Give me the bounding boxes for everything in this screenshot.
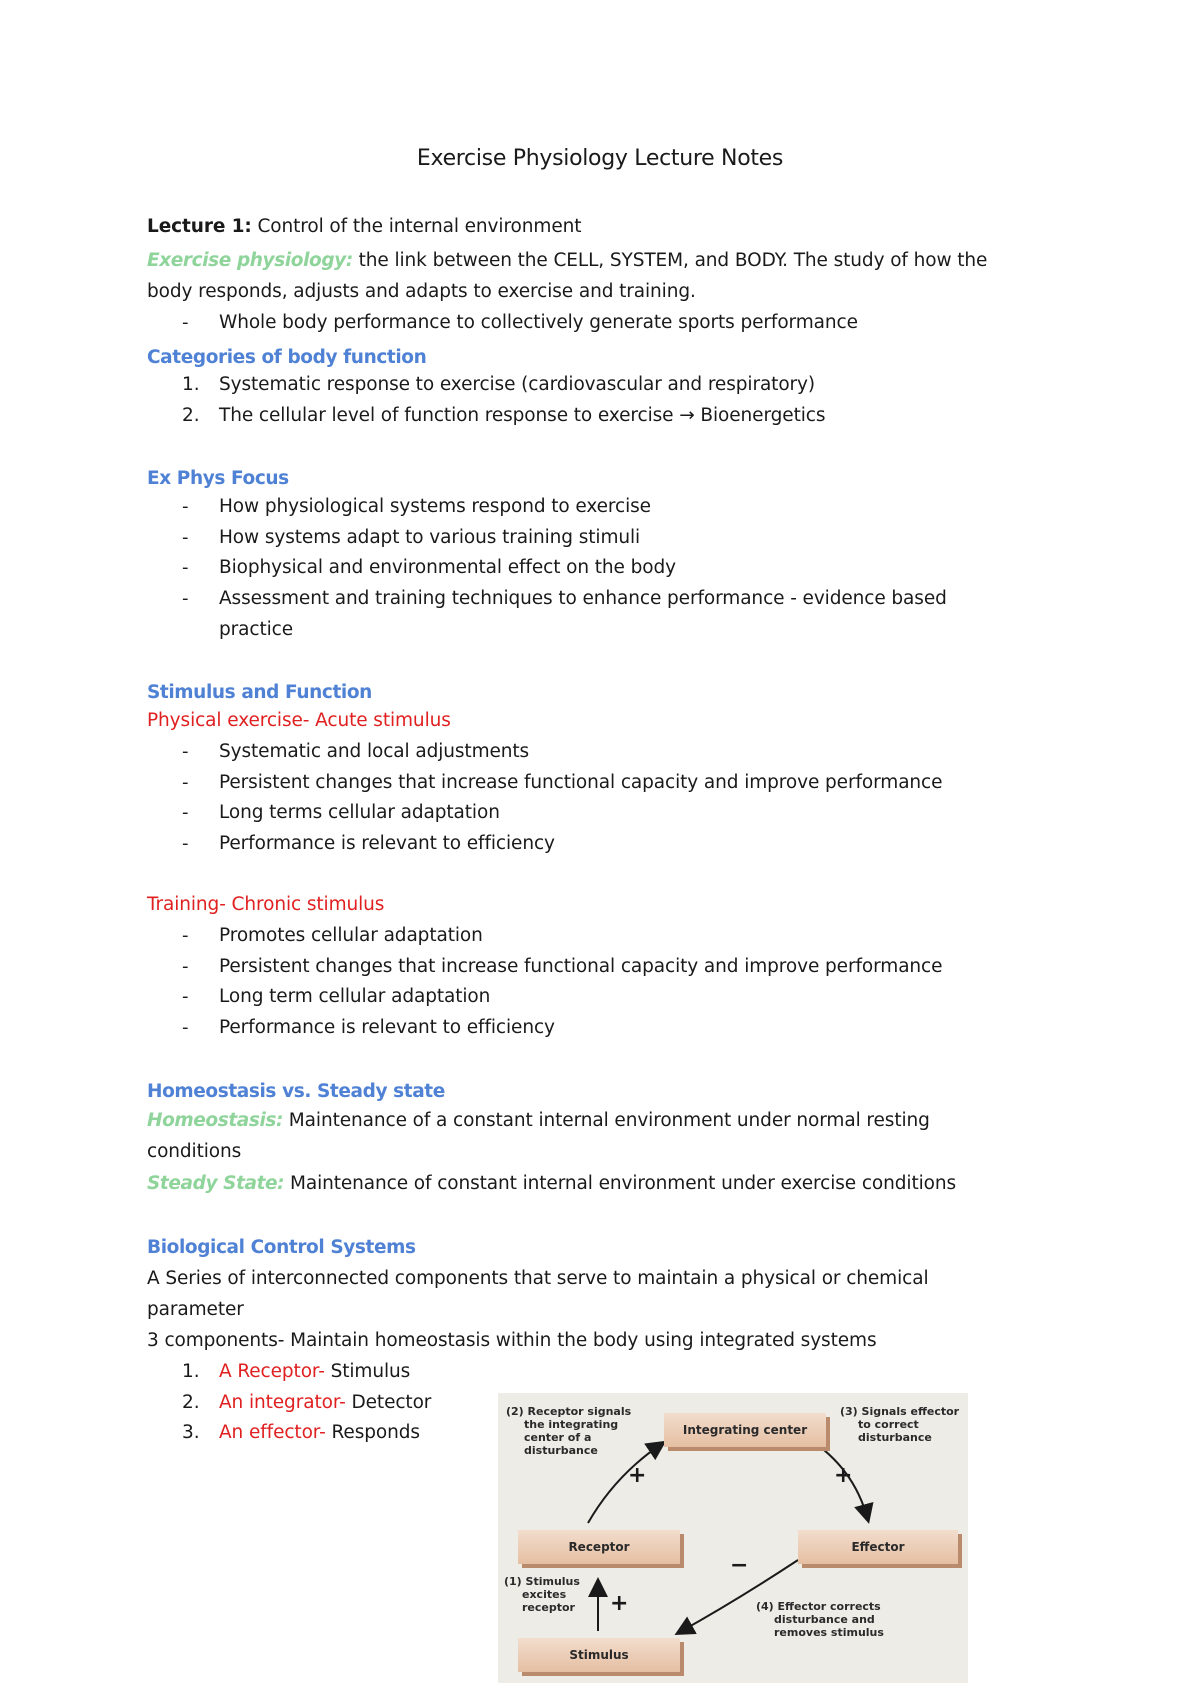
list-number: 2. [182,405,200,426]
list-number: 3. [182,1422,200,1443]
bullet-dash: - [182,741,189,762]
focus-item-continued: practice [219,619,294,640]
control-line2: parameter [147,1299,244,1320]
minus-sign: − [730,1553,749,1578]
document-title: Exercise Physiology Lecture Notes [416,146,784,171]
exphys-line1: the link between the CELL, SYSTEM, and BODY. The study of how the [352,250,988,271]
bullet-dash: - [182,588,189,609]
bullet-dash: - [182,496,189,517]
focus-item: Biophysical and environmental effect on the body [219,557,676,578]
plus-sign: + [610,1591,629,1616]
steady-state-text: Maintenance of constant internal environment under exercise conditions [284,1173,957,1194]
control-heading: Biological Control Systems [147,1237,416,1258]
homeostasis-heading: Homeostasis vs. Steady state [147,1081,445,1102]
receptor-box: Receptor [518,1530,680,1564]
lecture-line [147,214,581,240]
component-red: An integrator- [219,1392,346,1413]
exphys-definition [147,248,987,274]
focus-item: How physiological systems respond to exercise [219,496,651,517]
chronic-item: Promotes cellular adaptation [219,925,483,946]
plus-sign: + [834,1463,853,1488]
bullet-dash: - [182,833,189,854]
acute-item: Systematic and local adjustments [219,741,530,762]
control-line3: 3 components- Maintain homeostasis within the body using integrated systems [147,1330,877,1351]
bullet-dash: - [182,312,189,333]
label-step-2 [506,1405,631,1457]
acute-item: Performance is relevant to efficiency [219,833,555,854]
component-text: Responds [325,1422,420,1443]
label-line: (4) Effector corrects [756,1600,881,1613]
list-number: 1. [182,1361,200,1382]
steady-state-definition [147,1171,956,1197]
chronic-item: Long term cellular adaptation [219,986,491,1007]
label-line: removes stimulus [774,1626,884,1639]
lecture-label: Lecture 1: [147,216,252,237]
label-line: disturbance and [774,1613,875,1626]
effector-box: Effector [798,1530,958,1564]
steady-state-term: Steady State: [147,1173,285,1194]
label-line: (2) Receptor signals [506,1405,632,1418]
list-number: 2. [182,1392,200,1413]
component-text: Detector [345,1392,432,1413]
control-line1: A Series of interconnected components that serve to maintain a physical or chemical [147,1268,929,1289]
focus-item: How systems adapt to various training stimuli [219,527,641,548]
label-line: to correct [858,1418,919,1431]
label-line: the integrating [524,1418,619,1431]
label-line: center of a [524,1431,592,1444]
label-step-3 [840,1405,959,1444]
component-receptor [219,1359,410,1385]
lecture-text: Control of the internal environment [251,216,582,237]
stimulus-heading: Stimulus and Function [147,682,372,703]
bullet-dash: - [182,1017,189,1038]
bullet-dash: - [182,986,189,1007]
homeostasis-line1: Maintenance of a constant internal environment under normal resting [283,1110,930,1131]
acute-label: Physical exercise- Acute stimulus [147,710,451,731]
label-line: disturbance [524,1444,598,1457]
component-integrator [219,1390,431,1416]
list-number: 1. [182,374,200,395]
feedback-loop-diagram [498,1393,968,1683]
label-step-1 [504,1575,580,1614]
label-line: disturbance [858,1431,932,1444]
exphys-bullet: Whole body performance to collectively generate sports performance [219,312,858,333]
stimulus-box: Stimulus [518,1638,680,1672]
component-effector [219,1420,420,1446]
acute-item: Persistent changes that increase functional capacity and improve performance [219,772,943,793]
homeostasis-definition [147,1108,930,1134]
acute-item: Long terms cellular adaptation [219,802,500,823]
label-line: (1) Stimulus [504,1575,580,1588]
chronic-label: Training- Chronic stimulus [147,894,385,915]
label-step-4 [756,1600,884,1639]
focus-heading: Ex Phys Focus [147,468,289,489]
label-line: excites [522,1588,567,1601]
component-text: Stimulus [324,1361,411,1382]
label-line: receptor [522,1601,575,1614]
bullet-dash: - [182,925,189,946]
bullet-dash: - [182,956,189,977]
label-line: (3) Signals effector [840,1405,960,1418]
exphys-line2: body responds, adjusts and adapts to exercise and training. [147,281,696,302]
chronic-item: Performance is relevant to efficiency [219,1017,555,1038]
focus-item: Assessment and training techniques to enhance performance - evidence based [219,588,947,609]
component-red: A Receptor- [219,1361,325,1382]
bullet-dash: - [182,557,189,578]
plus-sign: + [628,1463,647,1488]
integrating-center-box: Integrating center [664,1413,826,1447]
component-red: An effector- [219,1422,326,1443]
categories-heading: Categories of body function [147,347,427,368]
categories-item-2: The cellular level of function response to exercise → Bioenergetics [219,405,826,426]
homeostasis-line2: conditions [147,1141,242,1162]
homeostasis-term: Homeostasis: [147,1110,284,1131]
bullet-dash: - [182,802,189,823]
bullet-dash: - [182,527,189,548]
categories-item-1: Systematic response to exercise (cardiovascular and respiratory) [219,374,816,395]
chronic-item: Persistent changes that increase functional capacity and improve performance [219,956,943,977]
bullet-dash: - [182,772,189,793]
exphys-term: Exercise physiology: [147,250,353,271]
